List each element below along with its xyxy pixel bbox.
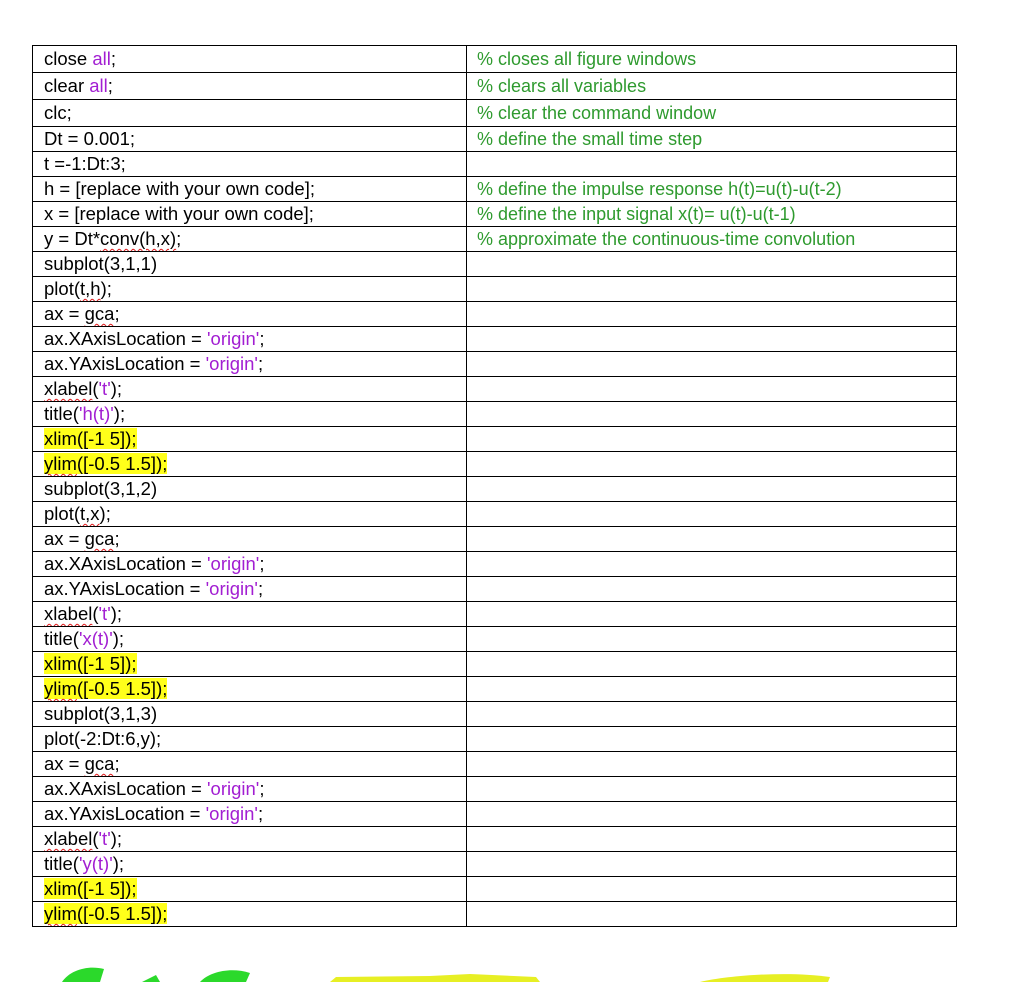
yellow-stroke-2 (700, 974, 830, 982)
code-row (33, 477, 957, 502)
code-row (33, 252, 957, 277)
code-row (33, 202, 957, 227)
code-token: ; (257, 803, 264, 824)
code-token: ); (110, 828, 123, 849)
code-cell (33, 502, 467, 527)
code-row (33, 327, 957, 352)
code-row (33, 302, 957, 327)
code-token: h = [replace with your own code]; (44, 178, 315, 199)
code-row (33, 527, 957, 552)
comment-cell (467, 302, 957, 327)
code-token: 'x(t)' (78, 628, 113, 649)
code-cell (33, 352, 467, 377)
comment-cell (467, 527, 957, 552)
comment-cell: % define the impulse response h(t)=u(t)-u(t-2) (467, 177, 957, 202)
code-token: all (89, 75, 108, 96)
comment-cell: % clear the command window (467, 100, 957, 127)
code-token: 'origin' (205, 578, 258, 599)
code-token: ax = (44, 753, 85, 774)
code-token: ylim (44, 453, 77, 474)
code-cell (33, 902, 467, 927)
comment-cell (467, 427, 957, 452)
code-token: ax.YAxisLocation = (44, 578, 206, 599)
comment-cell (467, 852, 957, 877)
code-token: title( (44, 628, 79, 649)
code-token: gca (84, 303, 115, 324)
code-token: ax.XAxisLocation = (44, 328, 207, 349)
code-token: ( (92, 603, 99, 624)
code-token: ; (114, 528, 120, 549)
code-row (33, 602, 957, 627)
code-row (33, 46, 957, 73)
code-token: t,x (80, 503, 100, 524)
code-token: title( (44, 853, 79, 874)
code-cell (33, 100, 467, 127)
code-row (33, 652, 957, 677)
code-row (33, 127, 957, 152)
code-token: 'h(t)' (78, 403, 114, 424)
code-row (33, 377, 957, 402)
code-cell (33, 477, 467, 502)
comment-cell (467, 377, 957, 402)
code-row (33, 552, 957, 577)
code-token: ([-0.5 1.5]); (76, 678, 168, 699)
code-row (33, 277, 957, 302)
code-row (33, 627, 957, 652)
comment-cell: % clears all variables (467, 73, 957, 100)
code-token: subplot(3,1,2) (44, 478, 158, 499)
code-row (33, 827, 957, 852)
code-cell (33, 777, 467, 802)
code-token: subplot(3,1,3) (44, 703, 158, 724)
comment-cell (467, 277, 957, 302)
code-cell (33, 652, 467, 677)
code-token: xlabel (44, 378, 93, 399)
code-row (33, 577, 957, 602)
code-token: ( (92, 378, 99, 399)
code-cell (33, 252, 467, 277)
code-row (33, 802, 957, 827)
code-token: 't' (98, 603, 111, 624)
green-stroke-3 (200, 970, 250, 982)
comment-cell (467, 752, 957, 777)
code-cell (33, 302, 467, 327)
code-token: ax.YAxisLocation = (44, 353, 206, 374)
code-row (33, 177, 957, 202)
code-token: ; (107, 75, 113, 96)
code-row (33, 452, 957, 477)
code-token: y = Dt* (44, 228, 101, 249)
code-token: ; (257, 578, 264, 599)
code-cell (33, 577, 467, 602)
code-cell (33, 427, 467, 452)
code-token: ax = (44, 303, 85, 324)
code-token: ax.XAxisLocation = (44, 553, 207, 574)
comment-cell (467, 727, 957, 752)
code-token: title( (44, 403, 79, 424)
code-token: ylim (44, 903, 77, 924)
code-cell (33, 202, 467, 227)
code-row (33, 852, 957, 877)
code-row (33, 502, 957, 527)
code-cell (33, 677, 467, 702)
code-token: 'origin' (205, 353, 258, 374)
code-row (33, 677, 957, 702)
comment-cell (467, 802, 957, 827)
code-token: ); (100, 278, 112, 299)
code-cell (33, 227, 467, 252)
code-table-body (33, 46, 957, 927)
code-row (33, 352, 957, 377)
code-cell (33, 177, 467, 202)
comment-cell (467, 677, 957, 702)
code-token: 't' (98, 378, 111, 399)
code-token: 'origin' (207, 328, 260, 349)
code-token: subplot(3,1,1) (44, 253, 158, 274)
code-token: ; (259, 553, 265, 574)
code-token: xlim([-1 5]); (44, 428, 137, 449)
code-token: ); (99, 503, 111, 524)
code-row (33, 902, 957, 927)
code-row (33, 702, 957, 727)
comment-cell (467, 502, 957, 527)
code-token: xlabel (44, 828, 93, 849)
comment-cell (467, 552, 957, 577)
code-token: ; (259, 328, 265, 349)
code-token: all (92, 48, 111, 69)
code-token: 'origin' (207, 778, 260, 799)
code-token: plot(-2:Dt:6,y); (44, 728, 162, 749)
code-token: xlim([-1 5]); (44, 878, 137, 899)
comment-cell: % approximate the continuous-time convolution (467, 227, 957, 252)
code-row (33, 402, 957, 427)
green-stroke-2 (142, 975, 160, 982)
code-token: plot( (44, 278, 80, 299)
code-cell (33, 702, 467, 727)
code-token: close (44, 48, 93, 69)
code-token: ); (112, 628, 125, 649)
comment-cell (467, 327, 957, 352)
comment-cell (467, 877, 957, 902)
code-token: ( (92, 828, 99, 849)
comment-cell (467, 702, 957, 727)
code-row (33, 777, 957, 802)
code-cell (33, 152, 467, 177)
code-table (32, 45, 957, 927)
code-token: 'y(t)' (78, 853, 113, 874)
code-token: 'origin' (207, 553, 260, 574)
code-token: ); (110, 378, 123, 399)
code-token: gca (84, 528, 115, 549)
code-cell (33, 752, 467, 777)
code-token: ; (259, 778, 265, 799)
code-row (33, 73, 957, 100)
code-row (33, 227, 957, 252)
code-token: ylim (44, 678, 77, 699)
code-token: ); (113, 403, 126, 424)
code-cell (33, 602, 467, 627)
comment-cell (467, 402, 957, 427)
comment-cell (467, 152, 957, 177)
code-token: xlabel (44, 603, 93, 624)
code-cell (33, 827, 467, 852)
code-cell (33, 327, 467, 352)
code-token: ([-0.5 1.5]); (76, 903, 168, 924)
code-cell (33, 852, 467, 877)
code-token: ; (257, 353, 264, 374)
code-token: ); (112, 853, 125, 874)
comment-cell (467, 352, 957, 377)
comment-cell (467, 477, 957, 502)
comment-cell (467, 652, 957, 677)
code-token: clear (44, 75, 90, 96)
comment-cell: % define the input signal x(t)= u(t)-u(t-1) (467, 202, 957, 227)
code-token: ax = (44, 528, 85, 549)
code-token: Dt = 0.001; (44, 128, 136, 149)
code-token: plot( (44, 503, 80, 524)
code-row (33, 100, 957, 127)
code-cell (33, 402, 467, 427)
yellow-stroke-1 (330, 974, 540, 982)
comment-cell (467, 452, 957, 477)
comment-cell (467, 577, 957, 602)
code-cell (33, 46, 467, 73)
code-token: x = [replace with your own code]; (44, 203, 314, 224)
code-row (33, 752, 957, 777)
code-row (33, 877, 957, 902)
code-cell (33, 627, 467, 652)
comment-cell (467, 827, 957, 852)
code-cell (33, 127, 467, 152)
code-cell (33, 452, 467, 477)
comment-cell (467, 252, 957, 277)
code-cell (33, 552, 467, 577)
comment-cell (467, 602, 957, 627)
code-token: conv(h,x) (100, 228, 177, 249)
comment-cell (467, 902, 957, 927)
code-row (33, 727, 957, 752)
code-token: clc; (44, 102, 72, 123)
code-cell (33, 802, 467, 827)
code-cell (33, 73, 467, 100)
code-row (33, 427, 957, 452)
code-token: 't' (98, 828, 111, 849)
code-cell (33, 527, 467, 552)
comment-cell: % define the small time step (467, 127, 957, 152)
code-token: t =-1:Dt:3; (44, 153, 126, 174)
highlighter-strokes (0, 955, 1024, 982)
code-token: gca (84, 753, 115, 774)
code-token: t,h (80, 278, 101, 299)
code-token: xlim([-1 5]); (44, 653, 137, 674)
code-token: ax.XAxisLocation = (44, 778, 207, 799)
green-stroke-1 (62, 968, 104, 982)
comment-cell (467, 627, 957, 652)
code-cell (33, 877, 467, 902)
comment-cell: % closes all figure windows (467, 46, 957, 73)
code-token: ; (114, 303, 120, 324)
code-token: ([-0.5 1.5]); (76, 453, 168, 474)
code-row (33, 152, 957, 177)
code-token: ; (114, 753, 120, 774)
code-token: 'origin' (205, 803, 258, 824)
code-token: ; (110, 48, 116, 69)
code-cell (33, 727, 467, 752)
comment-cell (467, 777, 957, 802)
code-cell (33, 277, 467, 302)
code-token: ax.YAxisLocation = (44, 803, 206, 824)
code-token: ); (110, 603, 123, 624)
code-token: ; (176, 228, 182, 249)
code-cell (33, 377, 467, 402)
